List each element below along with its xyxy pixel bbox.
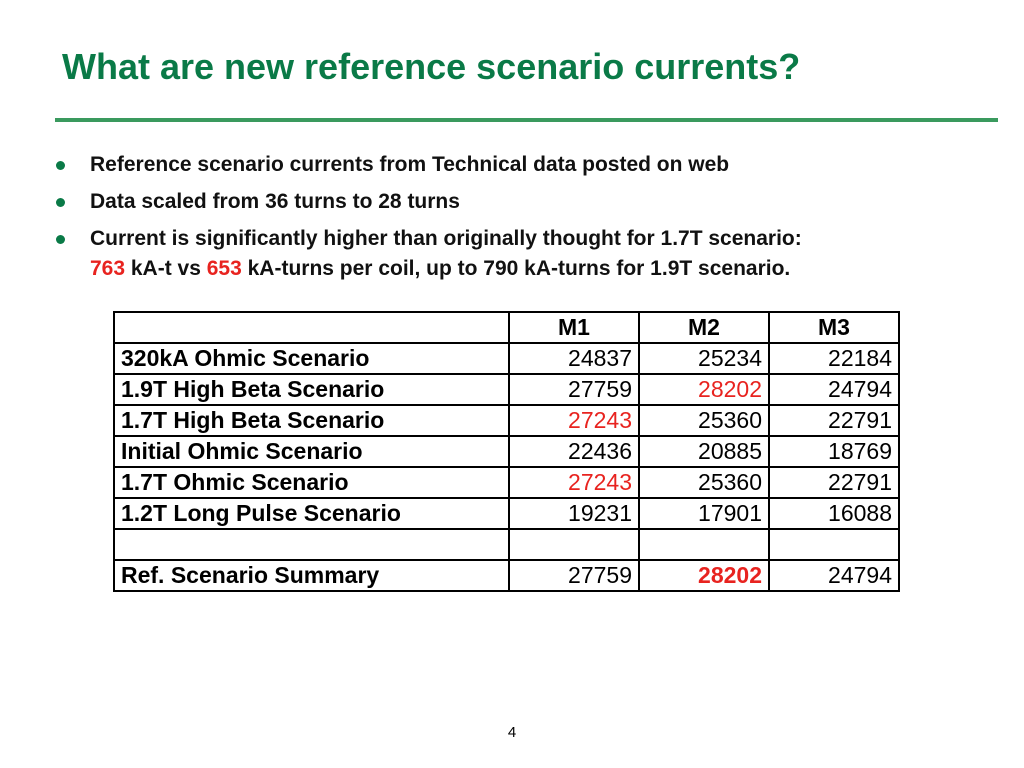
cell-m1: 27759 [509, 560, 639, 591]
cell-m3: 22791 [769, 467, 899, 498]
bullet-dot-icon [56, 161, 65, 170]
cell-m2 [639, 529, 769, 560]
table-row [114, 374, 899, 405]
page-number: 4 [507, 724, 517, 741]
scenario-currents-table [113, 311, 900, 592]
cell-m3: 16088 [769, 498, 899, 529]
cell-m3: 24794 [769, 560, 899, 591]
bullet-item [50, 187, 990, 217]
summary-row-label: Ref. Scenario Summary [114, 560, 509, 591]
cell-m2: 25360 [639, 405, 769, 436]
cell-m1: 27759 [509, 374, 639, 405]
table-row-empty [114, 529, 899, 560]
cell-m3: 22184 [769, 343, 899, 374]
table-row [114, 405, 899, 436]
header-cell-m3: M3 [769, 312, 899, 343]
bullet-list [50, 150, 990, 291]
bullet-text-segment: kA-t vs [125, 257, 207, 280]
highlight-value-653: 653 [206, 257, 242, 280]
row-label: 320kA Ohmic Scenario [114, 343, 509, 374]
cell-m1-highlight: 27243 [509, 405, 639, 436]
highlight-value-763: 763 [90, 257, 126, 280]
table-row [114, 498, 899, 529]
cell-m2: 25360 [639, 467, 769, 498]
cell-m2-highlight: 28202 [639, 560, 769, 591]
cell-m2: 17901 [639, 498, 769, 529]
bullet-text: Data scaled from 36 turns to 28 turns [90, 190, 460, 213]
bullet-text-segment: kA-turns per coil, up to 790 kA-turns for 1.9T scenario. [241, 257, 791, 280]
cell-m2: 25234 [639, 343, 769, 374]
row-label: 1.2T Long Pulse Scenario [114, 498, 509, 529]
table-row [114, 343, 899, 374]
slide-title: What are new reference scenario currents? [62, 46, 801, 87]
table-row-summary [114, 560, 899, 591]
cell-m1: 22436 [509, 436, 639, 467]
cell-m3: 24794 [769, 374, 899, 405]
row-label: 1.7T Ohmic Scenario [114, 467, 509, 498]
header-cell-empty [114, 312, 509, 343]
cell-m3 [769, 529, 899, 560]
cell-m3: 18769 [769, 436, 899, 467]
bullet-text-line1: Current is significantly higher than originally thought for 1.7T scenario: [90, 227, 802, 250]
cell-m3: 22791 [769, 405, 899, 436]
bullet-item [50, 224, 990, 284]
bullet-item [50, 150, 990, 180]
row-label [114, 529, 509, 560]
bullet-dot-icon [56, 198, 65, 207]
header-cell-m1: M1 [509, 312, 639, 343]
table-row [114, 436, 899, 467]
bullet-dot-icon [56, 235, 65, 244]
row-label: Initial Ohmic Scenario [114, 436, 509, 467]
table-header-row [114, 312, 899, 343]
row-label: 1.7T High Beta Scenario [114, 405, 509, 436]
bullet-text: Reference scenario currents from Technical data posted on web [90, 153, 730, 176]
cell-m1: 24837 [509, 343, 639, 374]
cell-m2: 20885 [639, 436, 769, 467]
table-row [114, 467, 899, 498]
header-cell-m2: M2 [639, 312, 769, 343]
title-divider [55, 118, 998, 122]
cell-m2-highlight: 28202 [639, 374, 769, 405]
cell-m1: 19231 [509, 498, 639, 529]
cell-m1 [509, 529, 639, 560]
cell-m1-highlight: 27243 [509, 467, 639, 498]
row-label: 1.9T High Beta Scenario [114, 374, 509, 405]
